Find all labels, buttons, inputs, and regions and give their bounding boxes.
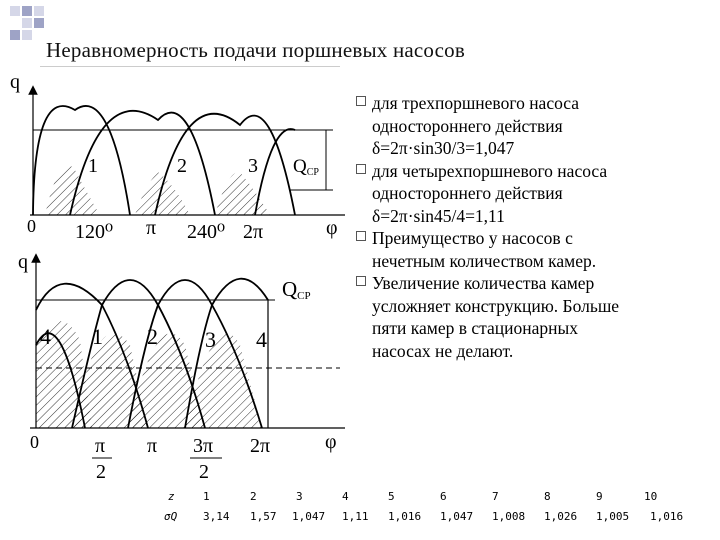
bottom-tick-3pi-num: 3π xyxy=(193,435,214,457)
bullet-2-line-2: одностороннего действия xyxy=(372,183,563,203)
table-sigma-3: 1,047 xyxy=(292,510,326,523)
slide-title: Неравномерность подачи поршневых насосов xyxy=(46,38,465,62)
table-sigma-8: 1,026 xyxy=(544,510,578,523)
bullet-marker-icon xyxy=(356,231,366,241)
bottom-qcp-label: QСР xyxy=(282,277,311,302)
bullet-3-line-1: Преимущество у насосов с xyxy=(372,228,573,248)
table-z-8: 8 xyxy=(544,490,551,503)
top-tick-240: 240⁰ xyxy=(187,221,226,243)
table-z-5: 5 xyxy=(388,490,395,503)
bottom-curve-label-2: 2 xyxy=(147,324,158,349)
bullet-1-line-2: одностороннего действия xyxy=(372,115,563,136)
bullet-marker-icon xyxy=(356,96,366,106)
table-z-4: 4 xyxy=(342,490,349,503)
table-z-1: 1 xyxy=(203,490,210,503)
top-origin-label: 0 xyxy=(27,216,36,236)
table-z-9: 9 xyxy=(596,490,603,503)
top-curve-label-1: 1 xyxy=(88,155,98,177)
bottom-tick-pi-num: π xyxy=(95,435,106,457)
table-z-7: 7 xyxy=(492,490,499,503)
bottom-diagram xyxy=(18,251,345,480)
bottom-tick-pi: π xyxy=(147,435,158,457)
bullet-2-line-1: для четырехпоршневого насоса xyxy=(372,160,608,181)
table-sigma-4: 1,11 xyxy=(342,510,369,523)
table-sigma-9: 1,005 xyxy=(596,510,630,523)
bottom-tick-2pi: 2π xyxy=(250,435,271,457)
table-z-10: 10 xyxy=(644,490,658,503)
top-phi-axis-label: φ xyxy=(326,217,338,239)
table-sigma-7: 1,008 xyxy=(492,510,526,523)
bullet-list xyxy=(356,92,716,362)
bullet-2-line-3: δ=2π·sin45/4=1,11 xyxy=(372,205,505,226)
table-sigma-1: 3,14 xyxy=(203,510,230,523)
bottom-origin-label: 0 xyxy=(30,432,39,452)
bottom-tick-pi-den: 2 xyxy=(96,461,106,480)
bullet-4-line-4: насосах не делают. xyxy=(372,340,514,361)
bullet-marker-icon xyxy=(356,164,366,174)
bullet-4-line-1: Увеличение количества камер xyxy=(372,273,595,293)
bottom-phi-axis-label: φ xyxy=(325,431,337,453)
bullet-1-line-3: δ=2π·sin30/3=1,047 xyxy=(372,138,515,158)
top-qcp-label: QСР xyxy=(293,156,319,178)
top-curve-label-3: 3 xyxy=(248,155,258,177)
bullet-4-line-3: пяти камер в стационарных xyxy=(372,318,579,338)
table-sigma-2: 1,57 xyxy=(250,510,277,523)
pump-flow-diagrams xyxy=(0,60,360,480)
bottom-curve-label-3: 3 xyxy=(205,327,216,352)
bottom-curve-label-4a: 4 xyxy=(40,324,51,349)
table-sigma-10: 1,016 xyxy=(650,510,684,523)
bullet-marker-icon xyxy=(356,276,366,286)
bullet-3-line-2: нечетным количеством камер. xyxy=(372,250,597,271)
bullet-item-3 xyxy=(356,227,716,272)
bottom-curve-label-1: 1 xyxy=(92,324,103,349)
bullet-item-2 xyxy=(356,160,716,228)
bottom-q-axis-label: q xyxy=(18,251,28,273)
bottom-curve-label-4b: 4 xyxy=(256,327,267,352)
table-z-6: 6 xyxy=(440,490,447,503)
top-curve-label-2: 2 xyxy=(177,155,187,177)
bullet-1-line-1: для трехпоршневого насоса xyxy=(372,93,580,113)
bullet-4-line-2: усложняет конструкцию. Больше xyxy=(372,295,620,316)
bullet-item-1 xyxy=(356,92,716,160)
table-sigma-5: 1,016 xyxy=(388,510,422,523)
top-tick-2pi: 2π xyxy=(243,221,264,243)
top-tick-120: 120⁰ xyxy=(75,221,114,243)
bullet-item-4 xyxy=(356,272,716,362)
top-diagram xyxy=(10,71,345,243)
table-z-3: 3 xyxy=(296,490,303,503)
top-tick-pi: π xyxy=(146,217,157,239)
table-row-label-z: z xyxy=(168,490,175,503)
top-q-axis-label: q xyxy=(10,71,20,93)
table-z-2: 2 xyxy=(250,490,257,503)
bottom-tick-3pi-den: 2 xyxy=(199,461,209,480)
table-sigma-6: 1,047 xyxy=(440,510,474,523)
table-row-label-sigma: σQ xyxy=(164,510,178,523)
